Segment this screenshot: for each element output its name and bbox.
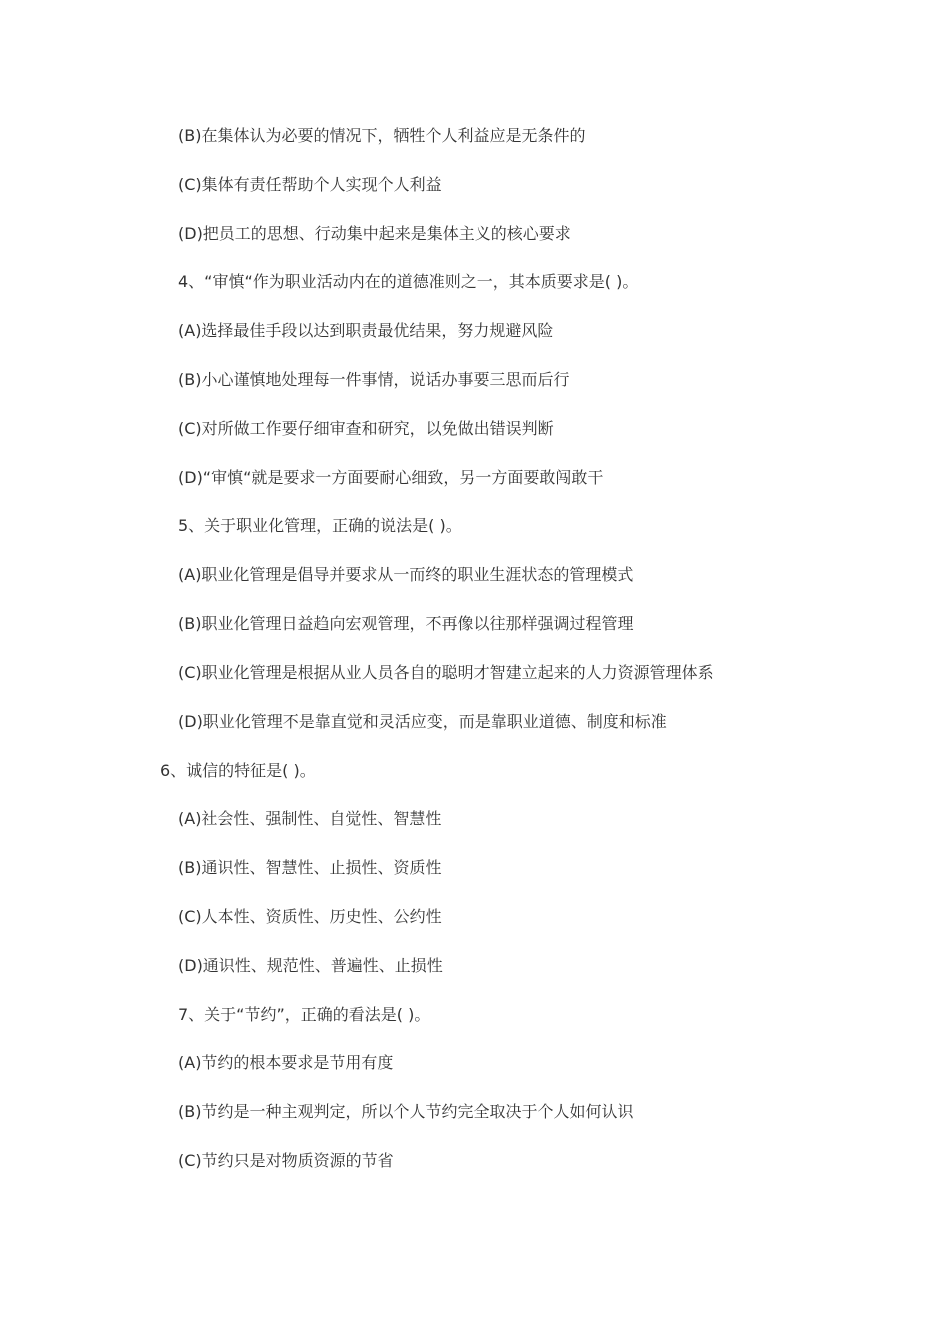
option-line: (D)职业化管理不是靠直觉和灵活应变，而是靠职业道德、制度和标准 [178, 712, 667, 731]
option-line: (D)通识性、规范性、普遍性、止损性 [178, 956, 443, 975]
option-line: (B)在集体认为必要的情况下，牺牲个人利益应是无条件的 [178, 126, 586, 145]
option-line: (A)节约的根本要求是节用有度 [178, 1053, 394, 1072]
question-line: 4、“审慎“作为职业活动内在的道德准则之一，其本质要求是( )。 [178, 272, 639, 291]
option-line: (B)节约是一种主观判定，所以个人节约完全取决于个人如何认识 [178, 1102, 634, 1121]
option-line: (C)对所做工作要仔细审查和研究，以免做出错误判断 [178, 419, 554, 438]
option-line: (D)把员工的思想、行动集中起来是集体主义的核心要求 [178, 224, 571, 243]
option-line: (C)人本性、资质性、历史性、公约性 [178, 907, 442, 926]
question-line: 6、诚信的特征是( )。 [160, 761, 316, 780]
question-line: 5、关于职业化管理，正确的说法是( )。 [178, 516, 462, 535]
option-line: (A)职业化管理是倡导并要求从一而终的职业生涯状态的管理模式 [178, 565, 634, 584]
option-line: (B)职业化管理日益趋向宏观管理，不再像以往那样强调过程管理 [178, 614, 634, 633]
option-line: (C)节约只是对物质资源的节省 [178, 1151, 394, 1170]
option-line: (B)通识性、智慧性、止损性、资质性 [178, 858, 442, 877]
option-line: (C)职业化管理是根据从业人员各自的聪明才智建立起来的人力资源管理体系 [178, 663, 714, 682]
option-line: (A)社会性、强制性、自觉性、智慧性 [178, 809, 442, 828]
option-line: (A)选择最佳手段以达到职责最优结果，努力规避风险 [178, 321, 554, 340]
option-line: (B)小心谨慎地处理每一件事情，说话办事要三思而后行 [178, 370, 570, 389]
option-line: (C)集体有责任帮助个人实现个人利益 [178, 175, 442, 194]
option-line: (D)“审慎“就是要求一方面要耐心细致，另一方面要敢闯敢干 [178, 468, 604, 487]
question-line: 7、关于“节约”，正确的看法是( )。 [178, 1005, 431, 1024]
